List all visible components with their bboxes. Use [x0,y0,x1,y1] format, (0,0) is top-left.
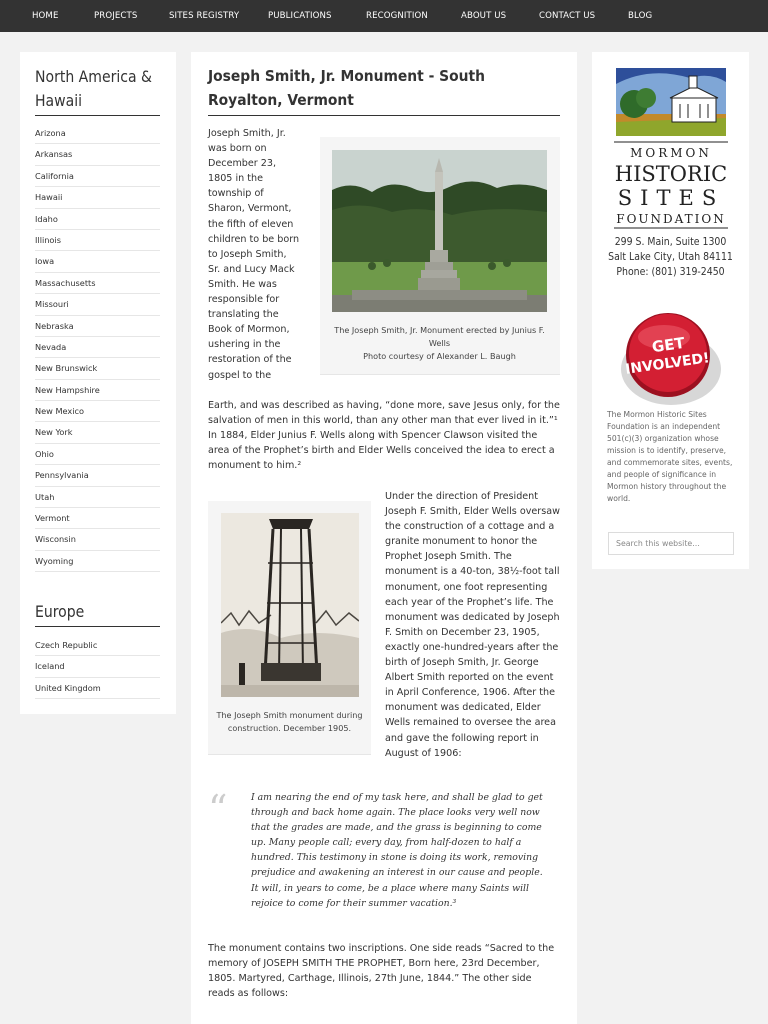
state-list [35,123,160,572]
sidebar-item-iowa[interactable]: Iowa [35,251,160,272]
wells-quote: I am nearing the end of my task here, and shall be glad to get through and back home again. The place looks very well now that the grades are made, and the grass is beginning to come up. Many people call; every day, from half-dozen to half a hundred. This testimony in stone is doing its work, removing prejudice and awakening an interest in our cause and people. It will, in years to come, be a place where many Saints will rejoice to come for their summer vacation.³ [251,792,543,909]
intro-paragraph-wide: Earth, and was described as having, “done more, save Jesus only, for the salvation of men in this world, than any other man that ever lived in it.”¹ In 1884, Elder Junius F. Wells along with Spencer Clawson visited the area of the Prophet’s birth and Elder Wells conceived the idea to erect a monument to him.² [208,400,560,472]
left-sidebar [20,52,176,714]
sidebar-item-new-hampshire[interactable]: New Hampshire [35,380,160,401]
quote-mark-icon: “ [208,787,228,831]
construction-paragraph: Under the direction of President Joseph F. Smith, Elder Wells oversaw the construction of a cottage and a granite monument to honor the Prophet Joseph Smith. The monument is a 40-ton, 38½-foot tall monument, one foot representing each year of the Prophet’s life. The monument was dedicated by Joseph F. Smith on December 23, 1905, exactly one-hundred-years after the birth of Joseph Smith, Jr. George Albert Smith reported on the event in April Conference, 1906. After the monument was dedicated, Elder Wells remained to oversee the area and gave the following report in August of 1906: [385,491,560,759]
inscriptions-paragraph: The monument contains two inscriptions. One side reads “Sacred to the memory of JOSEPH SMITH THE PROPHET, Born here, 23rd December, 1805. Martyred, Carthage, Illinois, 27th June, 1844.” The other side reads as follows: [208,943,555,1000]
sidebar-item-illinois[interactable]: Illinois [35,230,160,251]
top-nav [0,0,768,32]
nav-blog[interactable]: BLOG [628,11,653,21]
sidebar-item-vermont[interactable]: Vermont [35,508,160,529]
page-title: Joseph Smith, Jr. Monument - South Royalton, Vermont [208,64,560,116]
sidebar-item-nebraska[interactable]: Nebraska [35,316,160,337]
construction-photo-figure [208,501,371,755]
sidebar-item-wisconsin[interactable]: Wisconsin [35,529,160,550]
sidebar-item-massachusetts[interactable]: Massachusetts [35,273,160,294]
address-line-1: 299 S. Main, Suite 1300 [614,236,727,248]
sidebar-item-ohio[interactable]: Ohio [35,444,160,465]
sidebar-item-new-mexico[interactable]: New Mexico [35,401,160,422]
monument-photo-figure [320,137,560,375]
country-list [35,635,160,699]
sidebar-item-arkansas[interactable]: Arkansas [35,144,160,165]
nav-projects[interactable]: PROJECTS [94,11,138,21]
foundation-about-text: The Mormon Historic Sites Foundation is an independent 501(c)(3) organization whose mission is to identify, preserve, and commemorate sites, events, and people of significance in Mormon history throughout the world. [607,410,733,503]
main-content [191,52,577,1024]
intro-paragraph-narrow: Joseph Smith, Jr. was born on December 23, 1805 in the township of Sharon, Vermont, the fifth of eleven children to be born to Joseph Smith, Sr. and Lucy Mack Smith. He was responsible for translating the Book of Mormon, ushering in the restoration of the gospel to the [208,128,300,381]
sidebar-item-utah[interactable]: Utah [35,487,160,508]
sidebar-item-california[interactable]: California [35,166,160,187]
logo-line-mormon: MORMON [630,146,712,160]
nav-home[interactable]: HOME [32,11,59,21]
logo-line-historic: HISTORIC [614,162,728,186]
right-sidebar [592,52,749,569]
monument-photo [332,150,547,312]
sidebar-item-hawaii[interactable]: Hawaii [35,187,160,208]
nav-publications[interactable]: PUBLICATIONS [268,11,332,21]
nav-about-us[interactable]: ABOUT US [461,11,507,21]
sidebar-item-idaho[interactable]: Idaho [35,209,160,230]
sidebar-item-iceland[interactable]: Iceland [35,656,160,677]
search-input[interactable]: Search this website… [608,532,734,555]
sidebar-item-missouri[interactable]: Missouri [35,294,160,315]
sidebar-item-arizona[interactable]: Arizona [35,123,160,144]
foundation-logo[interactable] [610,64,732,232]
phone-line: Phone: (801) 319-2450 [616,266,725,278]
north-america-heading: North America & Hawaii [35,65,160,116]
monument-photo-caption: The Joseph Smith, Jr. Monument erected by Junius F. Wells Photo courtesy of Alexander L. Baugh [334,325,545,361]
logo-line-sites: SITES [617,186,725,210]
address-line-2: Salt Lake City, Utah 84111 [608,251,733,263]
get-involved-button[interactable] [616,311,726,407]
construction-photo [221,513,359,697]
logo-line-foundation: FOUNDATION [616,212,726,226]
get-involved-line1: GET [650,333,686,357]
construction-photo-caption: The Joseph Smith monument during construction. December 1905. [216,710,363,733]
europe-heading: Europe [35,600,160,627]
nav-sites-registry[interactable]: SITES REGISTRY [169,11,240,21]
sidebar-item-new-york[interactable]: New York [35,422,160,443]
nav-recognition[interactable]: RECOGNITION [366,11,428,21]
get-involved-line2: INVOLVED! [624,350,711,378]
sidebar-item-wyoming[interactable]: Wyoming [35,551,160,572]
sidebar-item-czech-republic[interactable]: Czech Republic [35,635,160,656]
sidebar-item-nevada[interactable]: Nevada [35,337,160,358]
nav-contact-us[interactable]: CONTACT US [539,11,596,21]
sidebar-item-united-kingdom[interactable]: United Kingdom [35,678,160,699]
sidebar-item-pennsylvania[interactable]: Pennsylvania [35,465,160,486]
sidebar-item-new-brunswick[interactable]: New Brunswick [35,358,160,379]
